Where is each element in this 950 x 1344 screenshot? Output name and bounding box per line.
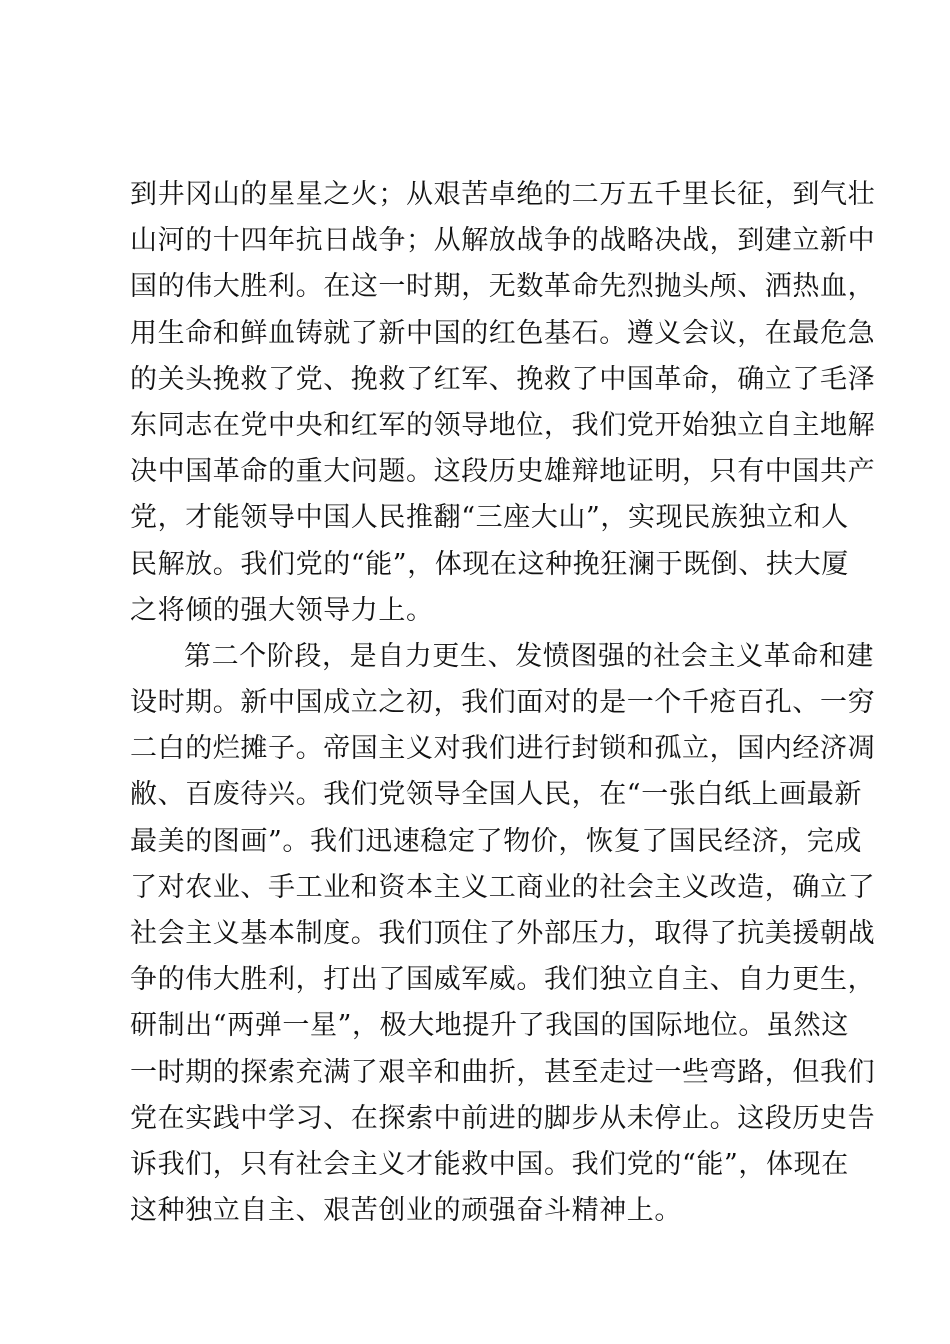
paragraph-2-line: 社会主义基本制度。我们顶住了外部压力，取得了抗美援朝战 bbox=[130, 918, 876, 949]
paragraph-2-line: 争的伟大胜利，打出了国威军威。我们独立自主、自力更生， bbox=[130, 964, 876, 996]
paragraph-1-line: 山河的十四年抗日战争；从解放战争的战略决战，到建立新中 bbox=[130, 225, 876, 257]
paragraph-2-line: 敝、百废待兴。我们党领导全国人民，在“一张白纸上画最新 bbox=[130, 779, 863, 811]
paragraph-1-line: 用生命和鲜血铸就了新中国的红色基石。遵义会议，在最危急 bbox=[130, 317, 876, 349]
paragraph-1-line: 民解放。我们党的“能”，体现在这种挽狂澜于既倒、扶大厦 bbox=[130, 548, 849, 580]
paragraph-1-line: 决中国革命的重大问题。这段历史雄辩地证明，只有中国共产 bbox=[130, 456, 876, 488]
paragraph-1-line: 东同志在党中央和红军的领导地位，我们党开始独立自主地解 bbox=[130, 409, 876, 441]
paragraph-2-line: 研制出“两弹一星”，极大地提升了我国的国际地位。虽然这 bbox=[130, 1010, 849, 1042]
paragraph-2-line: 党在实践中学习、在探索中前进的脚步从未停止。这段历史告 bbox=[130, 1102, 876, 1134]
paragraph-1 bbox=[130, 172, 876, 634]
paragraph-1-line: 的关头挽救了党、挽救了红军、挽救了中国革命，确立了毛泽 bbox=[130, 363, 876, 395]
paragraph-2-line: 设时期。新中国成立之初，我们面对的是一个千疮百孔、一穷 bbox=[130, 687, 876, 719]
paragraph-1-line: 之将倾的强大领导力上。 bbox=[130, 594, 434, 626]
paragraph-1-line: 到井冈山的星星之火；从艰苦卓绝的二万五千里长征，到气壮 bbox=[130, 179, 876, 210]
paragraph-1-line: 党，才能领导中国人民推翻“三座大山”，实现民族独立和人 bbox=[130, 502, 849, 534]
paragraph-2-line: 这种独立自主、艰苦创业的顽强奋斗精神上。 bbox=[130, 1195, 682, 1227]
paragraph-2 bbox=[130, 634, 876, 1234]
paragraph-2-line: 二白的烂摊子。帝国主义对我们进行封锁和孤立，国内经济凋 bbox=[130, 733, 876, 765]
paragraph-2-line: 最美的图画”。我们迅速稳定了物价，恢复了国民经济，完成 bbox=[130, 825, 863, 857]
paragraph-2-line: 诉我们，只有社会主义才能救中国。我们党的“能”，体现在 bbox=[130, 1148, 849, 1180]
paragraph-2-line: 一时期的探索充满了艰辛和曲折，甚至走过一些弯路，但我们 bbox=[130, 1056, 876, 1088]
document-body bbox=[130, 172, 876, 1234]
paragraph-2-line: 了对农业、手工业和资本主义工商业的社会主义改造，确立了 bbox=[130, 871, 876, 903]
paragraph-1-line: 国的伟大胜利。在这一时期，无数革命先烈抛头颅、洒热血， bbox=[130, 271, 876, 303]
paragraph-2-first-line: 第二个阶段，是自力更生、发愤图强的社会主义革命和建 bbox=[184, 640, 874, 672]
